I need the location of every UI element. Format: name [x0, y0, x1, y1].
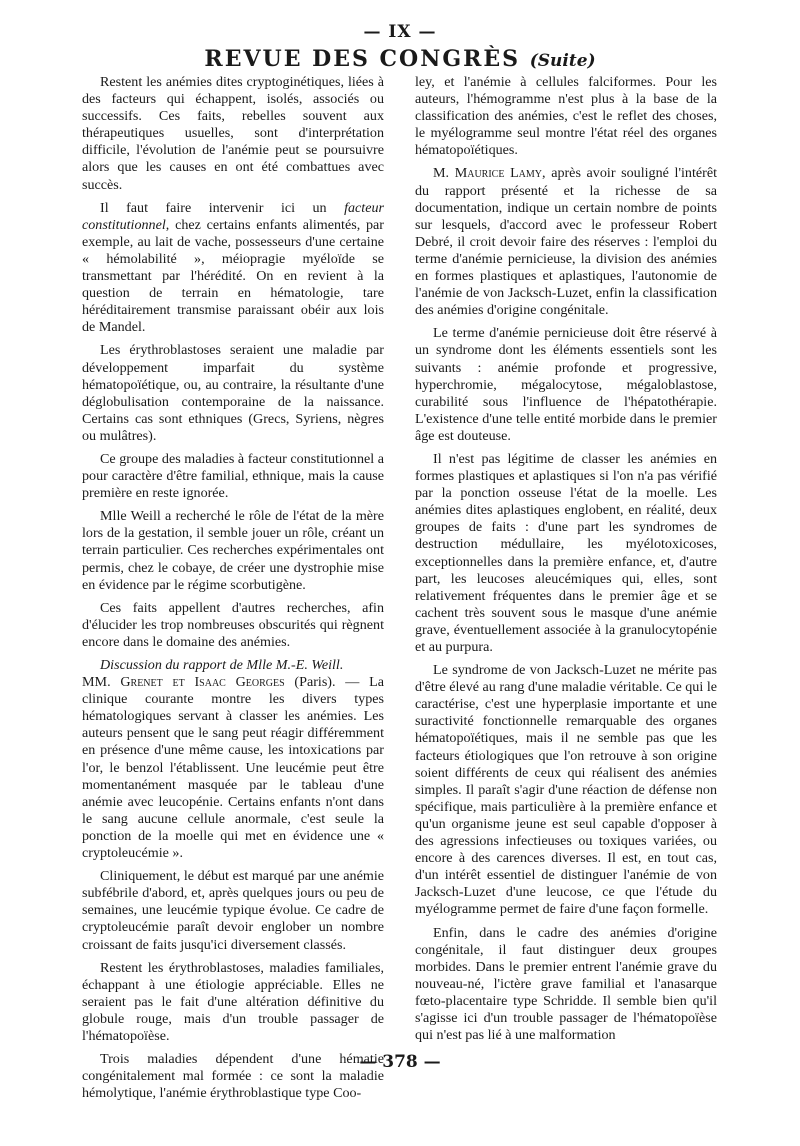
author-name: M. Maurice Lamy — [433, 165, 543, 182]
paragraph-text: , chez certains enfants alimentés, par exemple, au lait de vache, possesseurs d'une certaine « hémolabilité », méiopragie myéloïde se transmettant par l'hérédité. On en revient à la question de terrain en hématologie, tare héréditairement transmise paraissant obéir aux lois de Mandel. — [82, 216, 384, 336]
page-number-footer: — 378 — — [359, 1052, 441, 1072]
right-column — [415, 74, 717, 1050]
title-suffix: (Suite) — [529, 51, 596, 71]
paragraph — [415, 165, 717, 319]
left-column — [82, 74, 384, 1108]
paragraph: Le terme d'anémie pernicieuse doit être réservé à un syndrome dont les éléments essentiels sont les suivants : anémie profonde et progressive, hyperchromie, mégalocytose, mégaloblastose, curabilité sous l'influence de l'hépatothérapie. L'existence d'une telle entité morbide dans le premier âge est douteuse. — [415, 325, 717, 444]
paragraph-text: (Paris). — La clinique courante montre les divers types hématologiques servant à classer les anémies. Les auteurs pensent que le sang peut réagir différemment en présence d'une même cause, les intoxications par l'or, le benzol l'établissent. Une leucémie peut être momentanément masquée par le tableau d'une anémie avec leucopénie. Certains enfants n'ont dans le sang aucune cellule anormale, c'est seule la ponction de la moelle qui met en évidence une « cryptoleucémie ». — [82, 674, 384, 862]
paragraph-text: Il faut faire intervenir ici un — [100, 199, 345, 216]
emphasis-text: facteur constitutionnel — [82, 199, 384, 233]
paragraph: Ce groupe des maladies à facteur constitutionnel a pour caractère d'être familial, ethnique, mais la cause première en reste ignorée. — [82, 450, 384, 502]
paragraph — [82, 200, 384, 337]
paragraph: Trois maladies dépendent d'une hématie congénitalement mal formée : ce sont la maladie hémolytique, l'anémie érythroblastique type Coo- — [82, 1051, 384, 1102]
paragraph — [82, 674, 384, 862]
discussion-heading: Discussion du rapport de Mlle M.-E. Weill. — [100, 657, 344, 673]
paragraph: Il n'est pas légitime de classer les anémies en formes plastiques et aplastiques si l'on n'a pas vérifié par la ponction osseuse l'état de la moelle. Les anémies dites aplastiques englobent, en réalité, deux groupes de faits : d'une part les syndromes de destruction médullaire, les myélotoxicoses, exceptionnelles dans la première enfance, et, d'autre part, les leucoses aleucémiques qui, elles, sont relativement fréquentes dans le premier âge et se cachent très souvent sous le masque d'une anémie grave, éventuellement associée à la granulocytopénie et au purpura. — [415, 450, 717, 655]
paragraph-text: , après avoir souligné l'intérêt du rapport présenté et la richesse de sa documentation, indique un certain nombre de points sur lesquels, d'accord avec le professeur Robert Debré, il croit devoir faire des réserves : l'emploi du terme d'anémie pernicieuse, la division des anémies en formes plastiques et aplastiques, l'autonomie de l'anémie de von Jacksch-Luzet, enfin la classification des anémies d'origine congénitale. — [415, 165, 717, 319]
author-names: MM. Grenet et Isaac Georges — [82, 674, 285, 691]
title-text: REVUE DES CONGRÈS — [204, 46, 521, 72]
paragraph: ley, et l'anémie à cellules falciformes. Pour les auteurs, l'hémogramme n'est plus à la base de la classification des anémies, c'est le reflet des choses, le myélogramme seul montre l'état réel des organes hématopoïétiques. — [415, 74, 717, 159]
page-title — [0, 46, 800, 72]
paragraph: Le syndrome de von Jacksch-Luzet ne mérite pas d'être élevé au rang d'une maladie véritable. Ce qui le caractérise, c'est une hyperplasie importante et une suractivité fonctionnelle remarquable des organes hématopoïétiques, mais il ne semble pas que les facteurs étiologiques que l'on retrouve à son origine soient différents de ceux qui réalisent des anémies simples. Il paraît s'agir d'une réaction de défense non spécifique, mais particulière à la première enfance et qu'un organisme jeune est seul capable d'opposer à des agressions infectieuses ou toxiques variées, ou encore à des carences diverses. Il est, en tout cas, d'un intérêt essentiel de distinguer l'anémie de von Jacksch-Luzet d'une leucose, ce que l'étude du myélogramme permet de faire d'une façon formelle. — [415, 662, 717, 918]
roman-page-number: — IX — — [363, 22, 437, 42]
paragraph: Les érythroblastoses seraient une maladie par développement imparfait du système hématopoïétique, ou, au contraire, la résultante d'une déglobulisation contemporaine de la naissance. Certains cas sont ethniques (Grecs, Syriens, nègres ou mulâtres). — [82, 342, 384, 444]
paragraph: Restent les anémies dites cryptoginétiques, liées à des facteurs qui échappent, isolés, associés ou successifs. Ces faits, rebelles souvent aux thérapeutiques usuelles, sont d'interprétation difficile, l'évolution de l'anémie peut se poursuivre alors que les causes en ont été combattues avec succès. — [82, 74, 384, 193]
paragraph: Mlle Weill a recherché le rôle de l'état de la mère lors de la gestation, il semble jouer un rôle, créant un terrain particulier. Ces recherches expérimentales ont permis, chez le cobaye, de créer une dystrophie mise en évidence par le régime scorbutigène. — [82, 508, 384, 593]
paragraph: Ces faits appellent d'autres recherches, afin d'élucider les trop nombreuses obscurités qui règnent encore dans le domaine des anémies. — [82, 599, 384, 650]
paragraph: Restent les érythroblastoses, maladies familiales, échappant à une étiologie appréciable. Elles ne seraient pas le fait d'une altération définitive du globule rouge, mais d'un trouble passager de l'hématopoïèse. — [82, 959, 384, 1044]
paragraph: Enfin, dans le cadre des anémies d'origine congénitale, il faut distinguer deux groupes morbides. Dans le premier entrent l'anémie grave du nouveau-né, l'ictère grave familial et l'anasarque fœto-placentaire type Schridde. Il semble bien qu'il s'agisse ici d'un trouble passager de l'hématopoïèse qui n'est pas lié à une malformation — [415, 924, 717, 1044]
paragraph: Cliniquement, le début est marqué par une anémie subfébrile d'abord, et, après quelques jours ou peu de semaines, une leucémie typique évolue. Ce cadre de cryptoleucémie paraît devoir englober un nombre croissant de faits jusqu'ici diversement classés. — [82, 868, 384, 953]
